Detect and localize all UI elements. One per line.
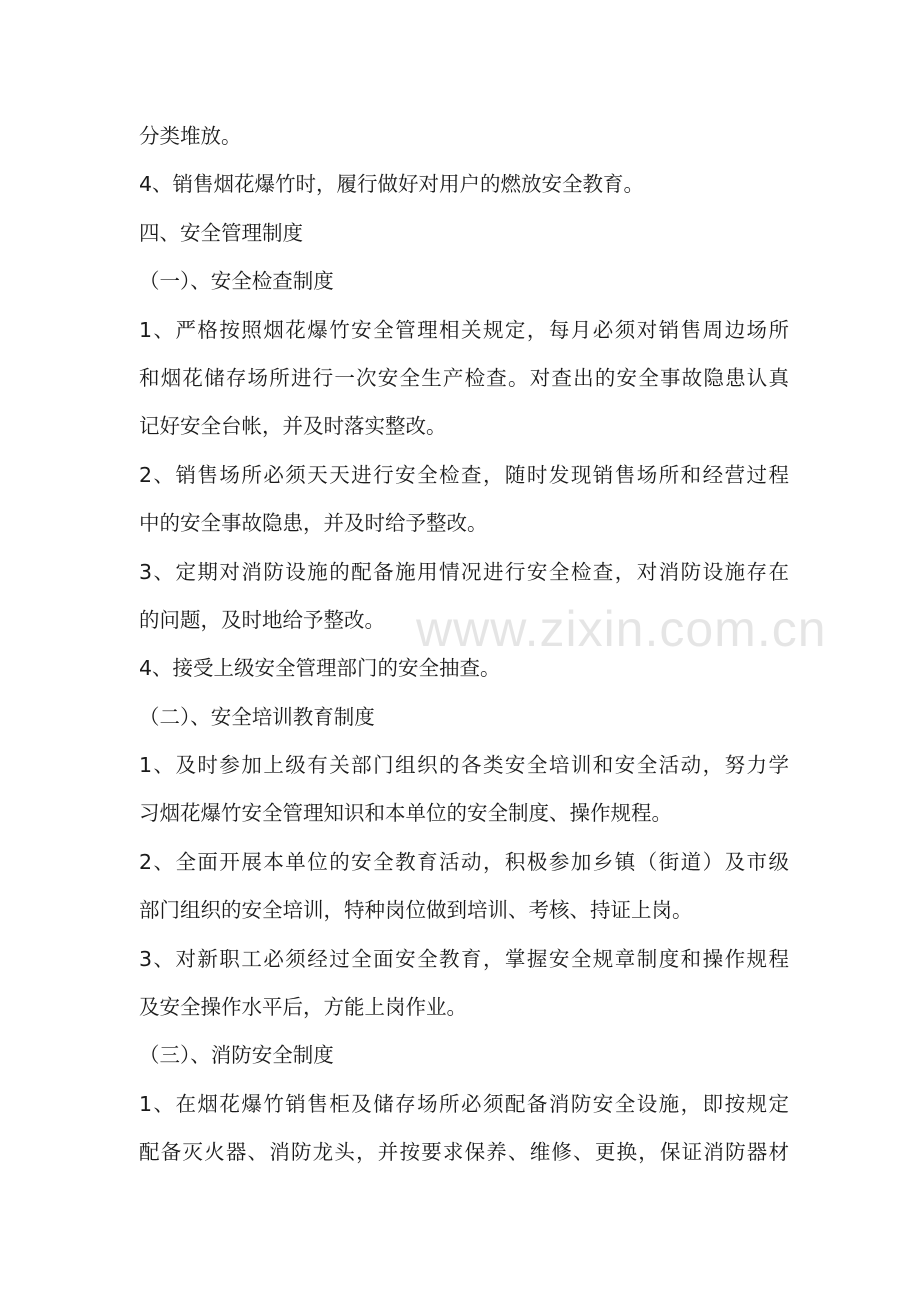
- text-line: 1、严格按照烟花爆竹安全管理相关规定，每月必须对销售周边场所: [139, 317, 789, 342]
- text-line: 1、在烟花爆竹销售柜及储存场所必须配备消防安全设施，即按规定: [139, 1091, 789, 1116]
- text-line: 部门组织的安全培训，特种岗位做到培训、考核、持证上岗。: [139, 898, 693, 923]
- text-line: 及安全操作水平后，方能上岗作业。: [139, 995, 467, 1020]
- text-line: 4、接受上级安全管理部门的安全抽查。: [139, 656, 501, 681]
- text-line: 四、安全管理制度: [139, 220, 303, 245]
- text-line: 3、定期对消防设施的配备施用情况进行安全检查，对消防设施存在: [139, 559, 789, 584]
- text-line: 习烟花爆竹安全管理知识和本单位的安全制度、操作规程。: [139, 801, 672, 826]
- text-line: 4、销售烟花爆竹时，履行做好对用户的燃放安全教育。: [139, 172, 645, 197]
- text-line: 分类堆放。: [139, 124, 242, 148]
- text-line: 1、及时参加上级有关部门组织的各类安全培训和安全活动，努力学: [139, 753, 789, 778]
- document-body: [139, 112, 789, 1177]
- text-line: （二）、安全培训教育制度: [139, 704, 375, 729]
- text-line: 中的安全事故隐患，并及时给予整改。: [139, 511, 488, 536]
- text-line: （一）、安全检查制度: [139, 269, 334, 294]
- text-line: 和烟花储存场所进行一次安全生产检查。对查出的安全事故隐患认真: [139, 365, 789, 390]
- text-line: 2、销售场所必须天天进行安全检查，随时发现销售场所和经营过程: [139, 462, 789, 487]
- watermark: www.zixin.com.cn: [416, 601, 827, 657]
- text-line: 配备灭火器、消防龙头，并按要求保养、维修、更换，保证消防器材: [139, 1140, 789, 1165]
- text-line: 的问题，及时地给予整改。: [139, 607, 385, 632]
- text-line: （三）、消防安全制度: [139, 1043, 334, 1068]
- text-line: 2、全面开展本单位的安全教育活动，积极参加乡镇（街道）及市级: [139, 849, 789, 874]
- text-line: 3、对新职工必须经过全面安全教育，掌握安全规章制度和操作规程: [139, 946, 789, 971]
- text-line: 记好安全台帐，并及时落实整改。: [139, 414, 447, 439]
